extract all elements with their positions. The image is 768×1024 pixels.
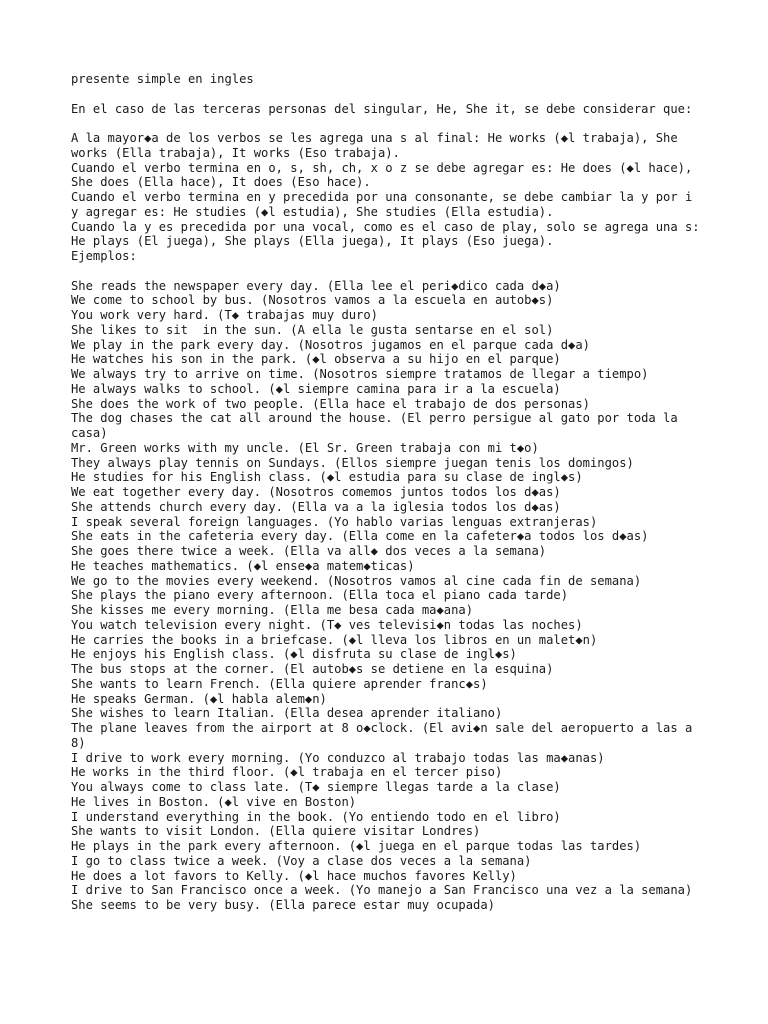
- example-sentence: He works in the third floor. (◆l trabaja en el tercer piso): [71, 765, 503, 780]
- example-sentence: She wishes to learn Italian. (Ella desea aprender italiano): [71, 706, 503, 721]
- example-sentence: She wants to visit London. (Ella quiere visitar Londres): [71, 824, 481, 839]
- example-sentence: I drive to San Francisco once a week. (Yo manejo a San Francisco una vez a la semana): [71, 883, 693, 898]
- example-sentence: He plays in the park every afternoon. (◆l juega en el parque todas las tardes): [71, 839, 642, 853]
- rule-line: Cuando el verbo termina en y precedida por una consonante, se debe cambiar la y por i y agregar es: He studies (◆l estudia), She studies (Ella estudia).: [71, 190, 700, 219]
- example-sentence: She attends church every day. (Ella va a la iglesia todos los d◆as): [71, 499, 561, 514]
- example-sentence: I go to class twice a week. (Voy a clase dos veces a la semana): [71, 853, 532, 868]
- example-sentence: She seems to be very busy. (Ella parece estar muy ocupada): [71, 898, 495, 912]
- example-sentence: She does the work of two people. (Ella hace el trabajo de dos personas): [71, 396, 590, 411]
- example-sentence: The plane leaves from the airport at 8 o◆clock. (El avi◆n sale del aeropuerto a las a 8): [71, 721, 700, 750]
- example-sentence: He does a lot favors to Kelly. (◆l hace muchos favores Kelly): [71, 868, 517, 883]
- example-sentence: He teaches mathematics. (◆l ense◆a matem◆ticas): [71, 558, 415, 573]
- example-sentence: She likes to sit in the sun. (A ella le gusta sentarse en el sol): [71, 322, 554, 337]
- example-sentence: We play in the park every day. (Nosotros jugamos en el parque cada d◆a): [71, 337, 590, 352]
- example-sentence: He watches his son in the park. (◆l observa a su hijo en el parque): [71, 352, 561, 367]
- rule-line: A la mayor◆a de los verbos se les agrega una s al final: He works (◆l trabaja), She works (Ella trabaja), It works (Eso trabaja).: [71, 131, 685, 160]
- example-sentence: She reads the newspaper every day. (Ella lee el peri◆dico cada d◆a): [71, 278, 561, 293]
- example-sentence: We go to the movies every weekend. (Nosotros vamos al cine cada fin de semana): [71, 573, 642, 588]
- document-body: [71, 72, 707, 913]
- example-sentence: I drive to work every morning. (Yo conduzco al trabajo todas las ma◆anas): [71, 750, 605, 765]
- blank-line: [71, 116, 701, 131]
- example-sentence: I speak several foreign languages. (Yo hablo varias lenguas extranjeras): [71, 514, 598, 529]
- example-sentence: She plays the piano every afternoon. (Ella toca el piano cada tarde): [71, 588, 569, 603]
- example-sentence: She kisses me every morning. (Ella me besa cada ma◆ana): [71, 603, 474, 617]
- rules-section: [71, 131, 707, 264]
- example-sentence: We come to school by bus. (Nosotros vamos a la escuela en autob◆s): [71, 293, 554, 308]
- rule-line: Cuando la y es precedida por una vocal, como es el caso de play, solo se agrega una s: He plays (El juega), She plays (Ella juega), It plays (Eso juega).: [71, 219, 707, 249]
- example-sentence: He enjoys his English class. (◆l disfruta su clase de ingl◆s): [71, 647, 517, 662]
- example-sentence: He studies for his English class. (◆l estudia para su clase de ingl◆s): [71, 470, 583, 485]
- document-title: presente simple en ingles: [71, 72, 254, 86]
- example-sentence: The dog chases the cat all around the house. (El perro persigue al gato por toda la casa): [71, 411, 685, 440]
- example-sentence: We always try to arrive on time. (Nosotros siempre tratamos de llegar a tiempo): [71, 367, 649, 381]
- examples-list: [71, 279, 701, 913]
- example-sentence: She goes there twice a week. (Ella va all◆ dos veces a la semana): [71, 544, 547, 558]
- example-sentence: He always walks to school. (◆l siempre camina para ir a la escuela): [71, 381, 561, 396]
- example-sentence: She eats in the cafeteria every day. (Ella come en la cafeter◆a todos los d◆as): [71, 529, 649, 544]
- example-sentence: Mr. Green works with my uncle. (El Sr. Green trabaja con mi t◆o): [71, 440, 539, 455]
- example-sentence: You watch television every night. (T◆ ves televisi◆n todas las noches): [71, 617, 583, 632]
- example-sentence: We eat together every day. (Nosotros comemos juntos todos los d◆as): [71, 485, 561, 499]
- example-sentence: He carries the books in a briefcase. (◆l lleva los libros en un malet◆n): [71, 632, 598, 647]
- example-sentence: You always come to class late. (T◆ siempre llegas tarde a la clase): [71, 780, 561, 794]
- example-sentence: You work very hard. (T◆ trabajas muy duro): [71, 308, 378, 322]
- example-sentence: He speaks German. (◆l habla alem◆n): [71, 691, 327, 706]
- example-sentence: They always play tennis on Sundays. (Ellos siempre juegan tenis los domingos): [71, 455, 634, 470]
- rule-line: Cuando el verbo termina en o, s, sh, ch, x o z se debe agregar es: He does (◆l hace), She does (Ella hace), It does (Eso hace).: [71, 160, 700, 190]
- example-sentence: I understand everything in the book. (Yo entiendo todo en el libro): [71, 809, 561, 824]
- blank-line: [71, 87, 701, 102]
- intro-paragraph: En el caso de las terceras personas del singular, He, She it, se debe considerar que:: [71, 101, 693, 116]
- examples-heading: Ejemplos:: [71, 249, 137, 263]
- blank-line: [71, 264, 701, 279]
- example-sentence: She wants to learn French. (Ella quiere aprender franc◆s): [71, 676, 488, 691]
- example-sentence: The bus stops at the corner. (El autob◆s se detiene en la esquina): [71, 662, 554, 676]
- example-sentence: He lives in Boston. (◆l vive en Boston): [71, 794, 357, 809]
